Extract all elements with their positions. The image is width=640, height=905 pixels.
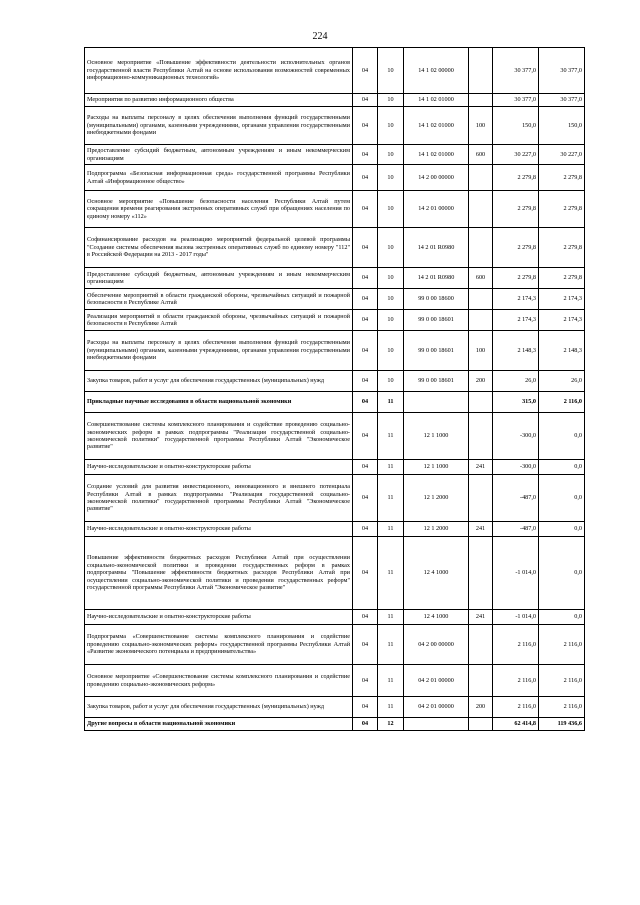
amount-change: 2 279,8	[493, 165, 539, 191]
amount-change: -1 014,0	[493, 537, 539, 610]
amount-total: 119 436,6	[539, 718, 585, 731]
item-name: Подпрограмма «Совершенствование системы комплексного планирования и содействие проведению социально-экономических реформ» государственной программы Республики Алтай «Развитие экономического потенциала и предпринимательства»	[85, 625, 353, 665]
target-article-code: 04 2 01 00000	[404, 697, 469, 718]
item-name: Основное мероприятие «Повышение эффективности деятельности исполнительных органов государственной власти Республики Алтай на основе использования возможностей современных информационно-коммуникационных технологий»	[85, 48, 353, 94]
subsection-code: 10	[378, 371, 404, 392]
section-code: 04	[353, 625, 378, 665]
amount-change: 2 116,0	[493, 625, 539, 665]
table-row	[85, 228, 585, 268]
amount-change: 2 148,3	[493, 331, 539, 371]
item-name: Закупка товаров, работ и услуг для обеспечения государственных (муниципальных) нужд	[85, 697, 353, 718]
target-article-code: 99 0 00 18601	[404, 371, 469, 392]
amount-change: 30 377,0	[493, 48, 539, 94]
subsection-code: 10	[378, 268, 404, 289]
table-row	[85, 522, 585, 537]
expense-type-code: 100	[469, 331, 493, 371]
section-code: 04	[353, 610, 378, 625]
subsection-code: 10	[378, 107, 404, 145]
amount-change: 2 116,0	[493, 665, 539, 697]
amount-total: 30 377,0	[539, 94, 585, 107]
expense-type-code: 241	[469, 460, 493, 475]
target-article-code: 12 1 2000	[404, 522, 469, 537]
item-name: Прикладные научные исследования в области национальной экономики	[85, 392, 353, 413]
section-code: 04	[353, 310, 378, 331]
subsection-code: 10	[378, 310, 404, 331]
table-row	[85, 413, 585, 460]
expense-type-code	[469, 48, 493, 94]
item-name: Обеспечение мероприятий в области гражданской обороны, чрезвычайных ситуаций и пожарной безопасности в Республике Алтай	[85, 289, 353, 310]
expense-type-code	[469, 625, 493, 665]
amount-change: 2 174,3	[493, 289, 539, 310]
section-code: 04	[353, 537, 378, 610]
table-row	[85, 165, 585, 191]
section-code: 04	[353, 94, 378, 107]
target-article-code: 99 0 00 18601	[404, 310, 469, 331]
target-article-code: 14 2 01 R0980	[404, 268, 469, 289]
amount-change: 30 227,0	[493, 145, 539, 165]
item-name: Закупка товаров, работ и услуг для обеспечения государственных (муниципальных) нужд	[85, 371, 353, 392]
subsection-code: 10	[378, 191, 404, 228]
table-row	[85, 331, 585, 371]
target-article-code: 14 1 02 01000	[404, 145, 469, 165]
table-row	[85, 625, 585, 665]
item-name: Расходы на выплаты персоналу в целях обеспечения выполнения функций государственными (муниципальными) органами, казенными учреждениями, органами управления государственными внебюджетными фондами	[85, 331, 353, 371]
section-code: 04	[353, 371, 378, 392]
amount-total: 0,0	[539, 413, 585, 460]
amount-total: 0,0	[539, 475, 585, 522]
subsection-code: 11	[378, 610, 404, 625]
item-name: Создание условий для развития инвестиционного, инновационного и внешнего потенциала Республики Алтай в рамках подпрограммы "Реализация государственной социально-экономической политики" государственной программы Республики Алтай "Экономическое развитие"	[85, 475, 353, 522]
amount-total: 2 279,8	[539, 268, 585, 289]
subsection-code: 11	[378, 537, 404, 610]
expense-type-code: 200	[469, 371, 493, 392]
target-article-code: 14 2 00 00000	[404, 165, 469, 191]
table-row	[85, 460, 585, 475]
expense-type-code	[469, 310, 493, 331]
amount-total: 2 174,3	[539, 289, 585, 310]
expense-type-code: 241	[469, 522, 493, 537]
target-article-code: 14 2 01 00000	[404, 191, 469, 228]
expense-type-code: 100	[469, 107, 493, 145]
item-name: Другие вопросы в области национальной экономики	[85, 718, 353, 731]
target-article-code	[404, 392, 469, 413]
section-code: 04	[353, 697, 378, 718]
item-name: Предоставление субсидий бюджетным, автономным учреждениям и иным некоммерческим организациям	[85, 268, 353, 289]
section-code: 04	[353, 475, 378, 522]
expense-type-code	[469, 228, 493, 268]
table-row	[85, 392, 585, 413]
expense-type-code	[469, 165, 493, 191]
target-article-code: 12 1 1000	[404, 413, 469, 460]
amount-total: 2 279,8	[539, 165, 585, 191]
target-article-code: 12 4 1000	[404, 537, 469, 610]
table-row	[85, 191, 585, 228]
section-code: 04	[353, 289, 378, 310]
subsection-code: 11	[378, 460, 404, 475]
table-row	[85, 268, 585, 289]
amount-total: 0,0	[539, 460, 585, 475]
section-code: 04	[353, 191, 378, 228]
target-article-code: 14 1 02 01000	[404, 94, 469, 107]
expense-type-code	[469, 475, 493, 522]
amount-total: 2 279,8	[539, 228, 585, 268]
section-code: 04	[353, 228, 378, 268]
table-row	[85, 475, 585, 522]
item-name: Основное мероприятие «Совершенствование системы комплексного планирования и содействие проведению социально-экономических реформ»	[85, 665, 353, 697]
expense-type-code	[469, 191, 493, 228]
subsection-code: 11	[378, 665, 404, 697]
target-article-code: 99 0 00 18600	[404, 289, 469, 310]
item-name: Предоставление субсидий бюджетным, автономным учреждениям и иным некоммерческим организациям	[85, 145, 353, 165]
section-code: 04	[353, 48, 378, 94]
amount-total: 0,0	[539, 522, 585, 537]
amount-change: 315,0	[493, 392, 539, 413]
table-row	[85, 310, 585, 331]
subsection-code: 10	[378, 228, 404, 268]
page-number: 224	[312, 31, 328, 42]
table-row	[85, 145, 585, 165]
amount-total: 30 227,0	[539, 145, 585, 165]
subsection-code: 10	[378, 145, 404, 165]
amount-total: 2 116,0	[539, 392, 585, 413]
amount-change: 2 116,0	[493, 697, 539, 718]
section-code: 04	[353, 268, 378, 289]
expense-type-code	[469, 537, 493, 610]
amount-change: -1 014,0	[493, 610, 539, 625]
subsection-code: 10	[378, 94, 404, 107]
section-code: 04	[353, 107, 378, 145]
subsection-code: 10	[378, 165, 404, 191]
section-code: 04	[353, 460, 378, 475]
subsection-code: 11	[378, 697, 404, 718]
subsection-code: 11	[378, 413, 404, 460]
subsection-code: 10	[378, 48, 404, 94]
subsection-code: 11	[378, 625, 404, 665]
table-row	[85, 48, 585, 94]
section-code: 04	[353, 718, 378, 731]
section-code: 04	[353, 145, 378, 165]
table-row	[85, 289, 585, 310]
amount-change: 150,0	[493, 107, 539, 145]
amount-total: 2 116,0	[539, 665, 585, 697]
amount-change: 30 377,0	[493, 94, 539, 107]
amount-change: -300,0	[493, 413, 539, 460]
target-article-code: 14 2 01 R0980	[404, 228, 469, 268]
target-article-code	[404, 718, 469, 731]
amount-total: 150,0	[539, 107, 585, 145]
item-name: Совершенствование системы комплексного планирования и содействие проведению социально-экономических реформ в рамках подпрограммы "Реализация государственной социально-экономической политики" государственной программы Республики Алтай "Экономическое развитие"	[85, 413, 353, 460]
amount-total: 26,0	[539, 371, 585, 392]
amount-total: 2 174,3	[539, 310, 585, 331]
amount-total: 2 116,0	[539, 697, 585, 718]
amount-change: -300,0	[493, 460, 539, 475]
target-article-code: 99 0 00 18601	[404, 331, 469, 371]
expense-type-code	[469, 94, 493, 107]
expense-type-code: 600	[469, 268, 493, 289]
subsection-code: 10	[378, 331, 404, 371]
amount-change: 2 279,8	[493, 268, 539, 289]
subsection-code: 11	[378, 522, 404, 537]
expense-type-code	[469, 665, 493, 697]
section-code: 04	[353, 665, 378, 697]
amount-change: 2 279,8	[493, 228, 539, 268]
subsection-code: 11	[378, 475, 404, 522]
item-name: Основное мероприятие «Повышение безопасности населения Республики Алтай путем сокращения времени реагирования экстренных оперативных служб при обращениях населения по единому номеру «112»	[85, 191, 353, 228]
expense-type-code: 600	[469, 145, 493, 165]
target-article-code: 14 1 02 00000	[404, 48, 469, 94]
table-row	[85, 107, 585, 145]
item-name: Реализация мероприятий в области гражданской обороны, чрезвычайных ситуаций и пожарной безопасности в Республике Алтай	[85, 310, 353, 331]
target-article-code: 12 1 2000	[404, 475, 469, 522]
subsection-code: 11	[378, 392, 404, 413]
target-article-code: 12 4 1000	[404, 610, 469, 625]
section-code: 04	[353, 392, 378, 413]
item-name: Научно-исследовательские и опытно-конструкторские работы	[85, 460, 353, 475]
table-row	[85, 371, 585, 392]
item-name: Научно-исследовательские и опытно-конструкторские работы	[85, 522, 353, 537]
target-article-code: 04 2 00 00000	[404, 625, 469, 665]
section-code: 04	[353, 522, 378, 537]
budget-table	[84, 47, 585, 731]
table-row	[85, 718, 585, 731]
amount-total: 30 377,0	[539, 48, 585, 94]
table-row	[85, 94, 585, 107]
expense-type-code	[469, 718, 493, 731]
amount-total: 0,0	[539, 537, 585, 610]
amount-change: 2 174,3	[493, 310, 539, 331]
amount-change: 62 414,8	[493, 718, 539, 731]
amount-total: 2 116,0	[539, 625, 585, 665]
amount-total: 2 148,3	[539, 331, 585, 371]
subsection-code: 12	[378, 718, 404, 731]
table-row	[85, 610, 585, 625]
target-article-code: 12 1 1000	[404, 460, 469, 475]
item-name: Научно-исследовательские и опытно-конструкторские работы	[85, 610, 353, 625]
table-row	[85, 537, 585, 610]
target-article-code: 14 1 02 01000	[404, 107, 469, 145]
expense-type-code	[469, 413, 493, 460]
table-row	[85, 665, 585, 697]
expense-type-code	[469, 392, 493, 413]
amount-change: -487,0	[493, 475, 539, 522]
amount-total: 2 279,8	[539, 191, 585, 228]
item-name: Расходы на выплаты персоналу в целях обеспечения выполнения функций государственными (муниципальными) органами, казенными учреждениями, органами управления государственными внебюджетными фондами	[85, 107, 353, 145]
section-code: 04	[353, 413, 378, 460]
item-name: Мероприятия по развитию информационного общества	[85, 94, 353, 107]
amount-total: 0,0	[539, 610, 585, 625]
section-code: 04	[353, 331, 378, 371]
amount-change: 2 279,8	[493, 191, 539, 228]
expense-type-code	[469, 289, 493, 310]
section-code: 04	[353, 165, 378, 191]
table-row	[85, 697, 585, 718]
target-article-code: 04 2 01 00000	[404, 665, 469, 697]
item-name: Повышение эффективности бюджетных расходов Республики Алтай при осуществлении социально-экономической политики и проведении государственных реформ в рамках подпрограммы "Повышение эффективности бюджетных расходов Республики Алтай при осуществлении социально-экономической политики и проведении государственных реформ" государственной программы Республики Алтай "Экономическое развитие"	[85, 537, 353, 610]
expense-type-code: 241	[469, 610, 493, 625]
amount-change: -487,0	[493, 522, 539, 537]
amount-change: 26,0	[493, 371, 539, 392]
subsection-code: 10	[378, 289, 404, 310]
expense-type-code: 200	[469, 697, 493, 718]
item-name: Софинансирование расходов на реализацию мероприятий федеральной целевой программы "Создание системы обеспечения вызова экстренных оперативных служб по единому номеру "112" в Российской Федерации на 2013 - 2017 годы"	[85, 228, 353, 268]
item-name: Подпрограмма «Безопасная информационная среда» государственной программы Республики Алтай «Информационное общество»	[85, 165, 353, 191]
